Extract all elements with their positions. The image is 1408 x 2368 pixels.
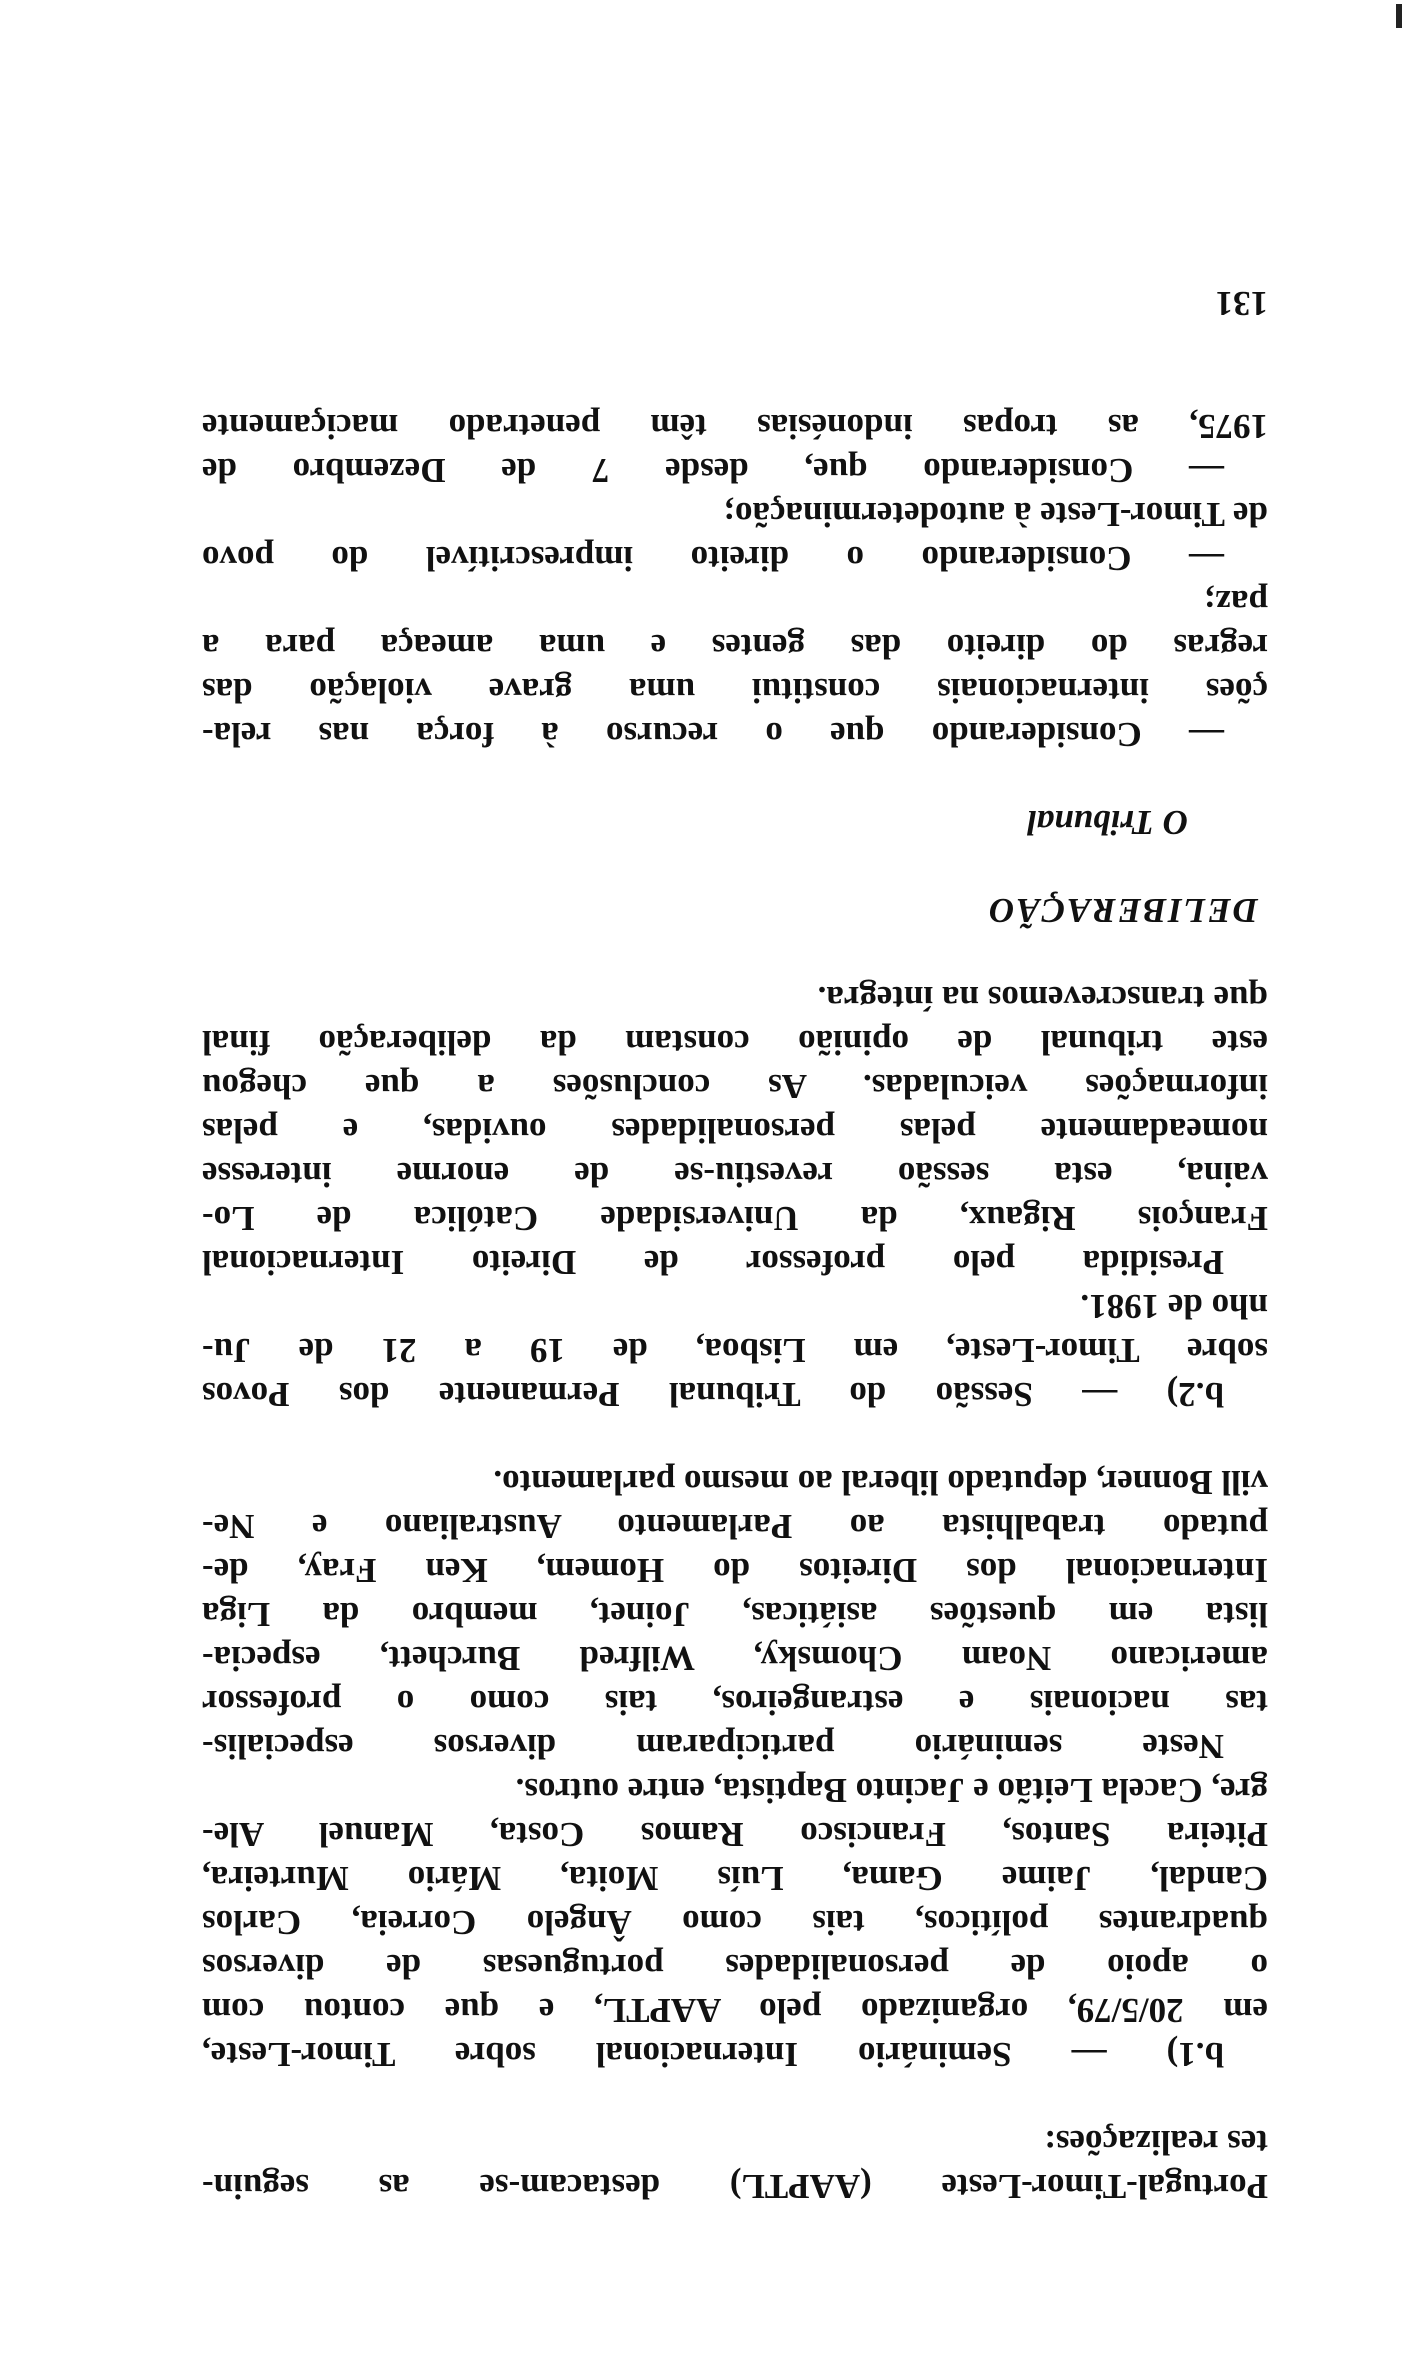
text-line: putado trabalhista ao Parlamento Australiano e Ne- <box>202 1507 1268 1546</box>
text-line: Candal, Jaime Gama, Luís Moita, Mário Murteira, <box>202 1859 1268 1898</box>
text-line: vaina, esta sessão revestiu-se de enorme interesse <box>202 1155 1268 1194</box>
text-line: quadrantes políticos, tais como Ângelo Correia, Carlos <box>202 1903 1268 1942</box>
text-line: b.1) — Seminário Internacional sobre Timor-Leste, <box>202 2035 1224 2074</box>
body-text <box>202 404 1268 2208</box>
text-line: nho de 1981. <box>1080 1287 1268 1326</box>
text-line: o apoio de personalidades portuguesas de diversos <box>202 1947 1268 1986</box>
text-line: tas nacionais e estrangeiros, tais como o professor <box>202 1683 1268 1722</box>
paragraph-seminar-participants <box>202 1460 1268 1768</box>
text-line: regras do direito das gentes e uma ameaça para a <box>202 627 1268 666</box>
text-line: paz; <box>1203 583 1268 622</box>
text-line: Neste seminário participaram diversos especialis- <box>202 1727 1224 1766</box>
text-line: de Timor-Leste à autodeterminação; <box>723 495 1268 534</box>
text-line: Portugal-Timor-Leste (AAPTL) destacam-se as seguin- <box>202 2167 1268 2206</box>
text-line: — Considerando que, desde 7 de Dezembro de <box>202 451 1224 490</box>
text-line: gre, Cacela Leitão e Jacinto Baptista, entre outros. <box>515 1771 1268 1810</box>
scan-artifact-mark <box>1396 4 1402 28</box>
text-line: François Rigaux, da Universidade Católica de Lo- <box>202 1199 1268 1238</box>
paragraph-b1 <box>202 1768 1268 2076</box>
text-line: sobre Timor-Leste, em Lisboa, de 19 a 21 de Ju- <box>202 1331 1268 1370</box>
paragraph-considerando-1 <box>202 580 1268 756</box>
text-line: tes realizações: <box>1044 2123 1268 2162</box>
text-line: informações veiculadas. As conclusões a que chegou <box>202 1067 1268 1106</box>
text-line: Internacional dos Direitos do Homem, Ken Fray, de- <box>202 1551 1268 1590</box>
text-line: que transcrevemos na íntegra. <box>817 979 1268 1018</box>
text-line: — Considerando que o recurso à força nas rela- <box>202 715 1224 754</box>
text-line: b.2) — Sessão do Tribunal Permanente dos Povos <box>202 1375 1224 1414</box>
paragraph-b2 <box>202 1284 1268 1416</box>
text-line: Presidida pelo professor de Direito Internacional <box>202 1243 1224 1282</box>
paragraph-considerando-2 <box>202 492 1268 580</box>
text-line: nomeadamente pelas personalidades ouvidas, e pelas <box>202 1111 1268 1150</box>
text-line: ções internacionais constitui uma grave violação das <box>202 671 1268 710</box>
text-line: lista em questões asiáticas, Joinet, membro da Liga <box>202 1595 1268 1634</box>
text-line: em 20/5/79, organizado pelo AAPTL, e que contou com <box>202 1991 1268 2030</box>
deliberation-heading: DELIBERAÇÃO <box>987 891 1258 930</box>
page-number: 131 <box>1215 284 1268 323</box>
paragraph-intro <box>202 2120 1268 2208</box>
text-line: Piteira Santos, Francisco Ramos Costa, Manuel Ale- <box>202 1815 1268 1854</box>
paragraph-tribunal-session <box>202 976 1268 1284</box>
deliberation-subject: O Tribunal <box>1026 803 1188 842</box>
text-line: americano Noam Chomsky, Wilfred Burchett, especia- <box>202 1639 1268 1678</box>
paragraph-considerando-3 <box>202 404 1268 492</box>
text-line: 1975, as tropas indonésias têm penetrado maciçamente <box>202 407 1268 446</box>
text-line: vill Bonner, deputado liberal ao mesmo parlamento. <box>493 1463 1268 1502</box>
text-line: este tribunal de opinião constam da deliberação final <box>202 1023 1268 1062</box>
text-line: — Considerando o direito imprescritível do povo <box>202 539 1224 578</box>
